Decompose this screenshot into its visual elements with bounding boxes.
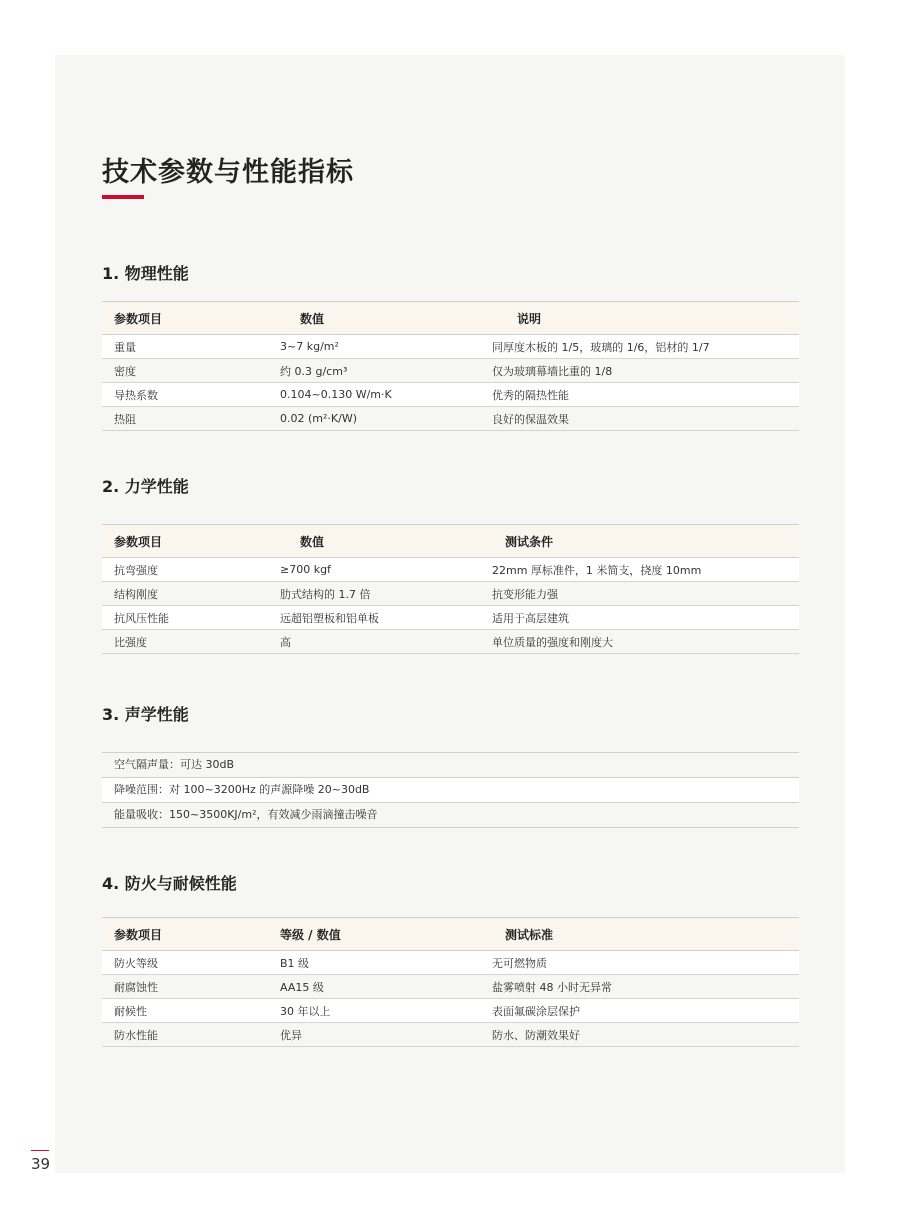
list-item: 能量吸收：150~3500KJ/m²，有效减少雨滴撞击噪音 — [102, 802, 799, 828]
table-cell: 耐候性 — [102, 999, 272, 1023]
table-row — [102, 951, 799, 975]
mechanical-table — [102, 524, 799, 654]
table-cell: 仅为玻璃幕墙比重的 1/8 — [477, 359, 799, 383]
table-cell: 抗风压性能 — [102, 606, 272, 630]
section-heading-acoustic: 3. 声学性能 — [102, 705, 189, 724]
table-cell: 高 — [272, 630, 477, 654]
table-cell: 同厚度木板的 1/5，玻璃的 1/6，铝材的 1/7 — [477, 335, 799, 359]
column-header: 说明 — [477, 302, 799, 335]
table-cell: 导热系数 — [102, 383, 272, 407]
table-cell: 适用于高层建筑 — [477, 606, 799, 630]
column-header: 参数项目 — [102, 525, 272, 558]
table-cell: 0.104~0.130 W/m·K — [272, 383, 477, 407]
page-number: 39 — [31, 1155, 51, 1173]
table-cell: 盐雾喷射 48 小时无异常 — [477, 975, 799, 999]
table-header-row — [102, 525, 799, 558]
table-cell: 约 0.3 g/cm³ — [272, 359, 477, 383]
table-cell: 3~7 kg/m² — [272, 335, 477, 359]
table-cell: 优异 — [272, 1023, 477, 1047]
column-header: 参数项目 — [102, 302, 272, 335]
physical-table — [102, 301, 799, 431]
column-header: 数值 — [272, 525, 477, 558]
page-number-rule — [31, 1150, 49, 1151]
section-heading-mechanical: 2. 力学性能 — [102, 477, 189, 496]
table-cell: 抗变形能力强 — [477, 582, 799, 606]
column-header: 参数项目 — [102, 918, 272, 951]
table-row — [102, 999, 799, 1023]
table-cell: ≥700 kgf — [272, 558, 477, 582]
table-row — [102, 1023, 799, 1047]
table-row — [102, 359, 799, 383]
table-cell: 22mm 厚标准件，1 米简支，挠度 10mm — [477, 558, 799, 582]
table-cell: 优秀的隔热性能 — [477, 383, 799, 407]
table-row — [102, 975, 799, 999]
column-header: 测试标准 — [477, 918, 799, 951]
list-item: 降噪范围：对 100~3200Hz 的声源降噪 20~30dB — [102, 777, 799, 802]
table-cell: 0.02 (m²·K/W) — [272, 407, 477, 431]
title-underline — [102, 195, 144, 199]
table-cell: 肋式结构的 1.7 倍 — [272, 582, 477, 606]
table-cell: 防火等级 — [102, 951, 272, 975]
table-row — [102, 335, 799, 359]
table-cell: 30 年以上 — [272, 999, 477, 1023]
column-header: 等级 / 数值 — [272, 918, 477, 951]
table-cell: 防水性能 — [102, 1023, 272, 1047]
table-cell: B1 级 — [272, 951, 477, 975]
list-item: 空气隔声量：可达 30dB — [102, 752, 799, 777]
table-row — [102, 383, 799, 407]
table-cell: 耐腐蚀性 — [102, 975, 272, 999]
page-title: 技术参数与性能指标 — [102, 157, 354, 188]
table-row — [102, 582, 799, 606]
table-cell: 抗弯强度 — [102, 558, 272, 582]
table-cell: 密度 — [102, 359, 272, 383]
table-cell: 比强度 — [102, 630, 272, 654]
table-row — [102, 630, 799, 654]
table-cell: 单位质量的强度和刚度大 — [477, 630, 799, 654]
table-cell: 表面氟碳涂层保护 — [477, 999, 799, 1023]
section-heading-fire: 4. 防火与耐候性能 — [102, 874, 237, 893]
column-header: 数值 — [272, 302, 477, 335]
acoustic-list — [102, 752, 799, 828]
table-cell: 热阻 — [102, 407, 272, 431]
table-row — [102, 558, 799, 582]
table-cell: 防水、防潮效果好 — [477, 1023, 799, 1047]
table-cell: 无可燃物质 — [477, 951, 799, 975]
table-cell: 结构刚度 — [102, 582, 272, 606]
table-cell: 重量 — [102, 335, 272, 359]
table-header-row — [102, 302, 799, 335]
table-cell: 良好的保温效果 — [477, 407, 799, 431]
table-row — [102, 606, 799, 630]
table-cell: 远超铝塑板和铝单板 — [272, 606, 477, 630]
table-cell: AA15 级 — [272, 975, 477, 999]
table-header-row — [102, 918, 799, 951]
table-row — [102, 407, 799, 431]
fire-table — [102, 917, 799, 1047]
column-header: 测试条件 — [477, 525, 799, 558]
section-heading-physical: 1. 物理性能 — [102, 264, 189, 283]
